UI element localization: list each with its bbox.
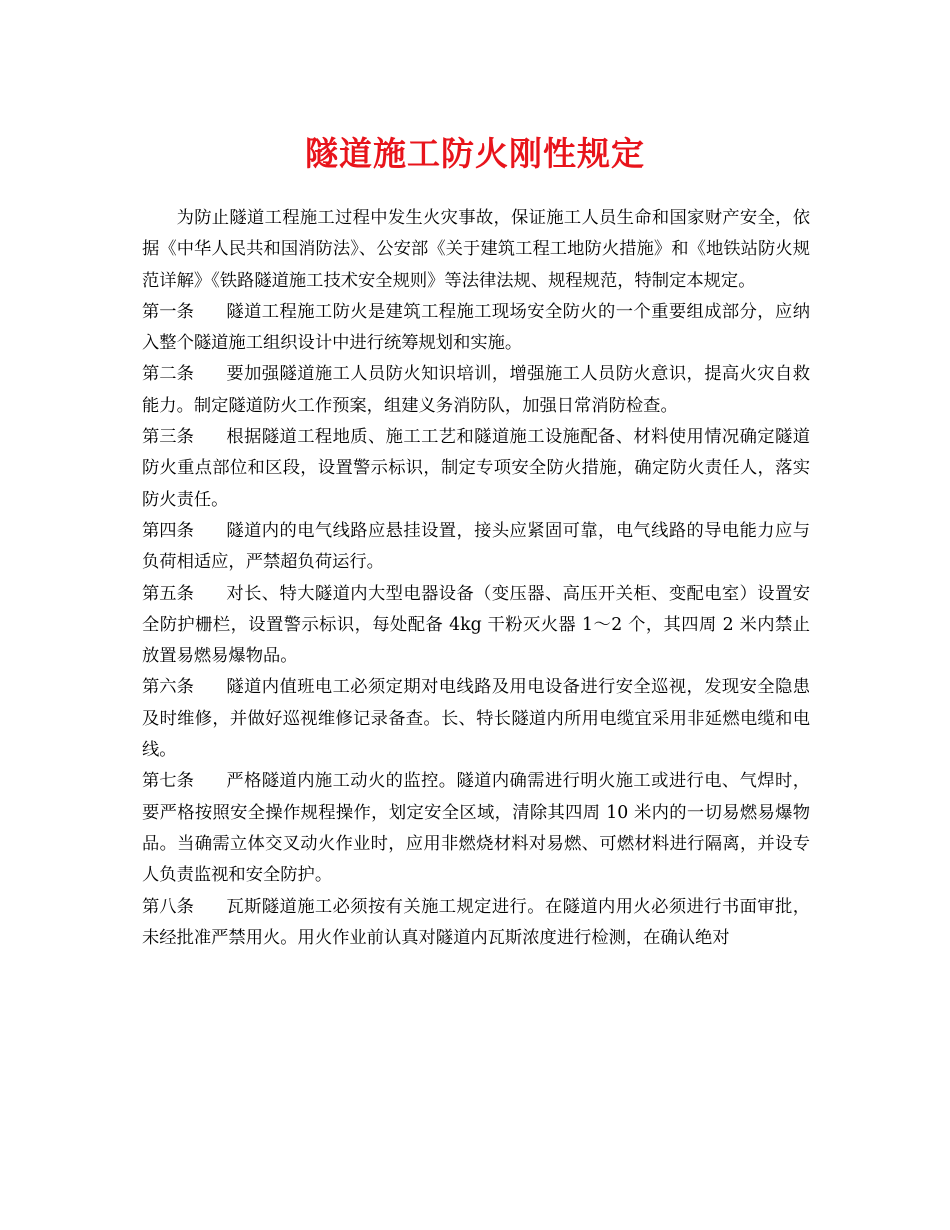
article-label: 第七条	[142, 771, 194, 792]
article-label: 第四条	[142, 520, 194, 541]
article-label: 第六条	[142, 677, 194, 698]
document-body	[142, 203, 810, 954]
article-label: 第二条	[142, 364, 194, 385]
article-3	[142, 422, 810, 516]
article-text: 对长、特大隧道内大型电器设备（变压器、高压开关柜、变配电室）设置安全防护栅栏，设置警示标识，每处配备 4kg 干粉灭火器 1～2 个，其四周 2 米内禁止放置易燃易爆物品。	[142, 583, 810, 667]
article-text: 根据隧道工程地质、施工工艺和隧道施工设施配备、材料使用情况确定隧道防火重点部位和区段，设置警示标识，制定专项安全防火措施，确定防火责任人，落实防火责任。	[142, 427, 810, 510]
article-text: 隧道工程施工防火是建筑工程施工现场安全防火的一个重要组成部分，应纳入整个隧道施工组织设计中进行统筹规划和实施。	[142, 301, 810, 354]
article-label: 第五条	[142, 583, 194, 604]
article-7	[142, 766, 810, 891]
article-1	[142, 297, 810, 360]
article-8	[142, 892, 810, 955]
article-label: 第一条	[142, 301, 194, 322]
article-4	[142, 516, 810, 579]
article-5	[142, 579, 810, 673]
article-text: 严格隧道内施工动火的监控。隧道内确需进行明火施工或进行电、气焊时，要严格按照安全操作规程操作，划定安全区域，清除其四周 10 米内的一切易燃易爆物品。当确需立体交叉动火作业时，应用非燃烧材料对易燃、可燃材料进行隔离，并设专人负责监视和安全防护。	[142, 771, 810, 886]
article-label: 第三条	[142, 427, 194, 448]
article-text: 瓦斯隧道施工必须按有关施工规定进行。在隧道内用火必须进行书面审批，未经批准严禁用火。用火作业前认真对隧道内瓦斯浓度进行检测，在确认绝对	[142, 896, 810, 948]
article-text: 要加强隧道施工人员防火知识培训，增强施工人员防火意识，提高火灾自救能力。制定隧道防火工作预案，组建义务消防队，加强日常消防检查。	[142, 364, 810, 416]
document-title: 隧道施工防火刚性规定	[305, 134, 645, 173]
article-text: 隧道内的电气线路应悬挂设置，接头应紧固可靠，电气线路的导电能力应与负荷相适应，严禁超负荷运行。	[142, 520, 810, 573]
article-2	[142, 359, 810, 422]
article-text: 隧道内值班电工必须定期对电线路及用电设备进行安全巡视，发现安全隐患及时维修，并做好巡视维修记录备查。长、特长隧道内所用电缆宜采用非延燃电缆和电线。	[142, 677, 810, 761]
article-6	[142, 672, 810, 766]
article-label: 第八条	[142, 896, 194, 917]
intro-paragraph: 为防止隧道工程施工过程中发生火灾事故，保证施工人员生命和国家财产安全，依据《中华人民共和国消防法》、公安部《关于建筑工程工地防火措施》和《地铁站防火规范详解》《铁路隧道施工技术安全规则》等法律法规、规程规范，特制定本规定。	[142, 208, 810, 291]
